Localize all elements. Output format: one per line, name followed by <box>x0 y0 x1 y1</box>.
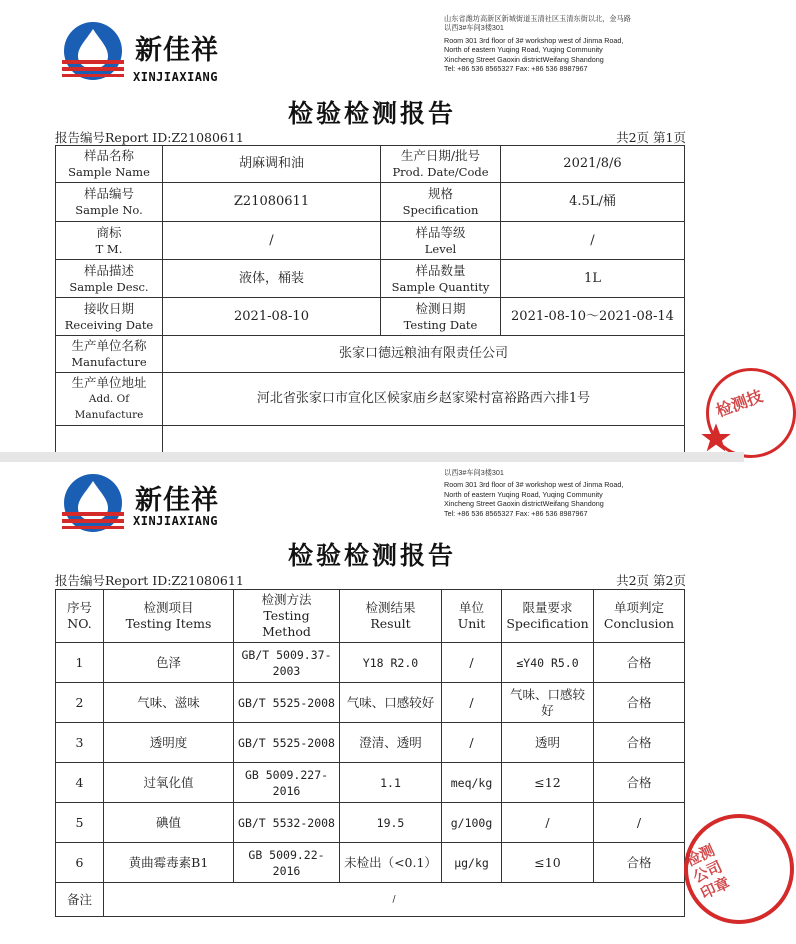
company-logo-icon <box>62 472 124 534</box>
unit: g/100g <box>442 803 502 843</box>
page-divider <box>0 452 744 462</box>
report-title: 检验检测报告 <box>287 99 456 128</box>
address-en-line: Tel: +86 536 8565327 Fax: +86 536 8987967 <box>444 508 588 518</box>
remarks-value: / <box>104 883 685 917</box>
conclusion: 合格 <box>594 643 685 683</box>
testing-method: GB/T 5525-2008 <box>234 683 340 723</box>
report-page-1 <box>0 0 766 452</box>
testing-item: 色泽 <box>104 643 234 683</box>
label-cell: 样品数量 Sample Quantity <box>381 260 501 298</box>
address-cn-line2: 以西3#车间3楼301 <box>444 468 504 477</box>
prod-date-value: 2021/8/6 <box>501 146 685 183</box>
company-address <box>444 14 744 73</box>
row-number: 4 <box>56 763 104 803</box>
address-en-line: Xincheng Street Gaoxin districtWeifang Shandong <box>444 499 604 509</box>
test-result: 未检出（<0.1） <box>340 843 442 883</box>
unit: μg/kg <box>442 843 502 883</box>
table-row <box>56 373 685 426</box>
label-cell: 规格 Specification <box>381 183 501 222</box>
table-row <box>56 336 685 373</box>
conclusion: 合格 <box>594 763 685 803</box>
label-cell: 样品等级 Level <box>381 222 501 260</box>
column-header: 限量要求 Specification <box>502 590 594 643</box>
test-result: 1.1 <box>340 763 442 803</box>
label-cell: 样品描述 Sample Desc. <box>56 260 163 298</box>
specification: 气味、口感较好 <box>502 683 594 723</box>
row-number: 3 <box>56 723 104 763</box>
label-cell: 样品编号 Sample No. <box>56 183 163 222</box>
report-number: 报告编号Report ID:Z21080611 <box>55 573 244 588</box>
table-row <box>56 222 685 260</box>
label-cell: 生产单位地址 Add. Of Manufacture <box>56 373 163 426</box>
label-cell: 生产日期/批号 Prod. Date/Code <box>381 146 501 183</box>
table-row <box>56 183 685 222</box>
test-results-table <box>55 589 685 917</box>
label-cell: 检测日期 Testing Date <box>381 298 501 336</box>
company-logo-icon <box>62 20 124 82</box>
stamp-text: 检测技 <box>713 386 766 421</box>
table-row <box>56 643 685 683</box>
company-address <box>444 468 744 518</box>
specification: ≤10 <box>502 843 594 883</box>
testing-item: 透明度 <box>104 723 234 763</box>
table-row <box>56 683 685 723</box>
table-row <box>56 298 685 336</box>
testing-method: GB/T 5009.37-2003 <box>234 643 340 683</box>
report-title: 检验检测报告 <box>287 541 456 570</box>
address-en-line: Xincheng Street Gaoxin districtWeifang Shandong <box>444 54 604 64</box>
testing-method: GB 5009.22-2016 <box>234 843 340 883</box>
conclusion: 合格 <box>594 723 685 763</box>
table-row <box>56 723 685 763</box>
label-cell: 样品名称 Sample Name <box>56 146 163 183</box>
testing-item: 碘值 <box>104 803 234 843</box>
conclusion: / <box>594 803 685 843</box>
page-indicator: 共2页 第2页 <box>616 573 686 588</box>
row-number: 5 <box>56 803 104 843</box>
specification: ≤Y40 R5.0 <box>502 643 594 683</box>
testing-method: GB/T 5532-2008 <box>234 803 340 843</box>
sample-name-value: 胡麻调和油 <box>163 146 381 183</box>
unit: / <box>442 683 502 723</box>
red-stamp <box>684 814 794 924</box>
address-en-line: Tel: +86 536 8565327 Fax: +86 536 8987967 <box>444 64 588 74</box>
table-row <box>56 763 685 803</box>
page-indicator: 共2页 第1页 <box>616 130 686 145</box>
test-result: Y18 R2.0 <box>340 643 442 683</box>
brand-name-cn: 新佳祥 <box>135 35 219 66</box>
row-number: 6 <box>56 843 104 883</box>
manufacturer-address-value: 河北省张家口市宣化区候家庙乡赵家梁村富裕路西六排1号 <box>163 373 685 426</box>
address-en-line: Room 301 3rd floor of 3# workshop west of Jinma Road, <box>444 35 624 45</box>
sample-no-value: Z21080611 <box>163 183 381 222</box>
address-cn-line1: 山东省潍坊高新区新城街道玉清社区玉清东街以北，金马路 <box>444 14 631 23</box>
testing-date-value: 2021-08-10～2021-08-14 <box>501 298 685 336</box>
remarks-label: 备注 <box>56 883 104 917</box>
sample-quantity-value: 1L <box>501 260 685 298</box>
sample-info-table <box>55 145 685 466</box>
receiving-date-value: 2021-08-10 <box>163 298 381 336</box>
table-row <box>56 146 685 183</box>
testing-method: GB/T 5525-2008 <box>234 723 340 763</box>
row-number: 2 <box>56 683 104 723</box>
label-cell: 接收日期 Receiving Date <box>56 298 163 336</box>
specification: ≤12 <box>502 763 594 803</box>
column-header: 检测结果 Result <box>340 590 442 643</box>
test-result: 澄清、透明 <box>340 723 442 763</box>
report-number: 报告编号Report ID:Z21080611 <box>55 130 244 145</box>
label-cell: 生产单位名称 Manufacture <box>56 336 163 373</box>
specification: 透明 <box>502 723 594 763</box>
test-result: 气味、口感较好 <box>340 683 442 723</box>
address-cn-line2: 以西3#车间3楼301 <box>444 23 504 33</box>
conclusion: 合格 <box>594 843 685 883</box>
column-header: 检测方法 Testing Method <box>234 590 340 643</box>
brand-name-en: XINJIAXIANG <box>133 514 218 528</box>
conclusion: 合格 <box>594 683 685 723</box>
testing-method: GB 5009.227-2016 <box>234 763 340 803</box>
specification: / <box>502 803 594 843</box>
unit: meq/kg <box>442 763 502 803</box>
test-result: 19.5 <box>340 803 442 843</box>
testing-item: 黄曲霉毒素B1 <box>104 843 234 883</box>
sample-desc-value: 液体，桶装 <box>163 260 381 298</box>
specification-value: 4.5L/桶 <box>501 183 685 222</box>
stamp-text: 检测公司 印章 <box>682 841 733 903</box>
column-header: 单位 Unit <box>442 590 502 643</box>
table-row <box>56 843 685 883</box>
remarks-row <box>56 883 685 917</box>
brand-name-cn: 新佳祥 <box>135 485 219 516</box>
table-row <box>56 260 685 298</box>
label-cell: 商标 T M. <box>56 222 163 260</box>
unit: / <box>442 643 502 683</box>
table-header-row <box>56 590 685 643</box>
address-en-line: North of eastern Yuqing Road, Yuqing Community <box>444 489 603 499</box>
address-en-line: North of eastern Yuqing Road, Yuqing Community <box>444 45 603 55</box>
address-en-line: Room 301 3rd floor of 3# workshop west of Jinma Road, <box>444 480 624 490</box>
column-header: 序号 NO. <box>56 590 104 643</box>
column-header: 检测项目 Testing Items <box>104 590 234 643</box>
report-page-2 <box>0 462 744 944</box>
column-header: 单项判定 Conclusion <box>594 590 685 643</box>
testing-item: 气味、滋味 <box>104 683 234 723</box>
trademark-value: / <box>163 222 381 260</box>
manufacturer-value: 张家口德远粮油有限责任公司 <box>163 336 685 373</box>
brand-name-en: XINJIAXIANG <box>133 70 218 84</box>
testing-item: 过氧化值 <box>104 763 234 803</box>
unit: / <box>442 723 502 763</box>
row-number: 1 <box>56 643 104 683</box>
level-value: / <box>501 222 685 260</box>
table-row <box>56 803 685 843</box>
stamp-star-icon <box>700 422 732 454</box>
